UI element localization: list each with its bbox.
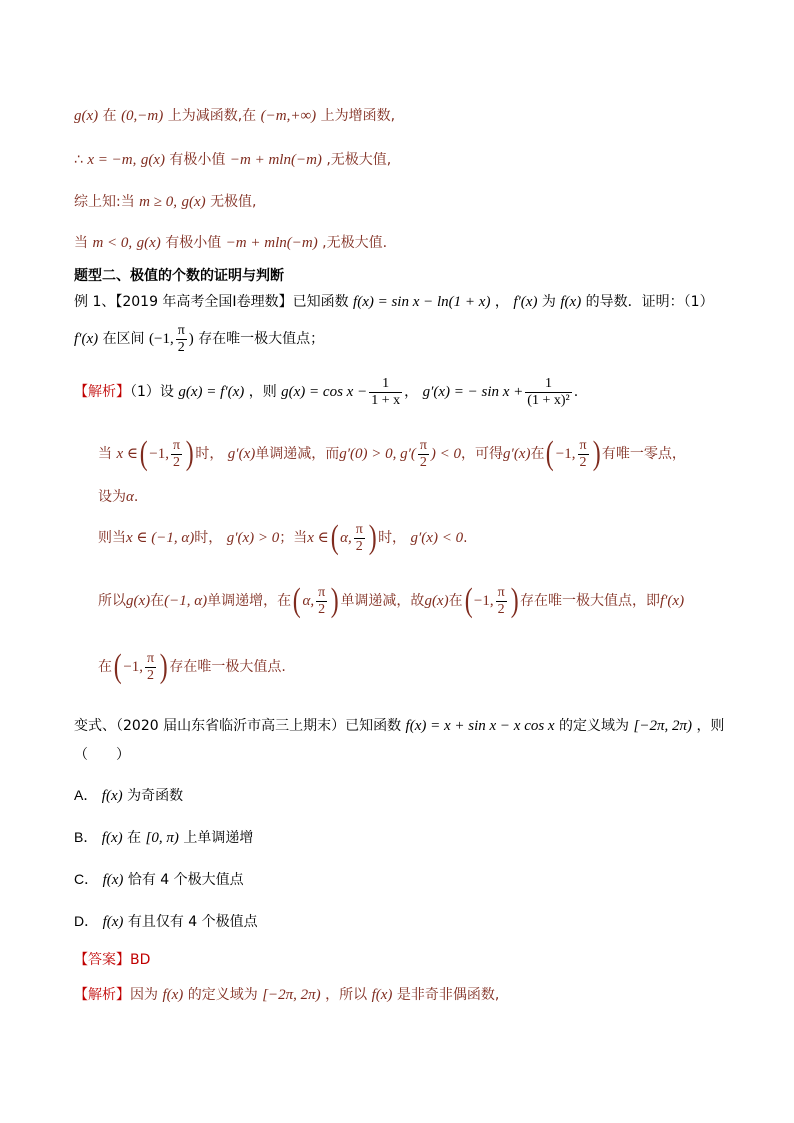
text: 单调递减，而 — [255, 446, 340, 462]
text: 恰有 4 个极大值点 — [127, 872, 244, 888]
math-expression: g′(x) — [227, 446, 256, 462]
text: 存在唯一极大值点； — [198, 331, 325, 347]
text: 有极小值 — [169, 152, 226, 168]
math-expression: g(x) — [136, 235, 161, 251]
text: 有且仅有 4 个极值点 — [127, 914, 258, 930]
math-expression: −1, — [149, 446, 170, 462]
text: . — [573, 384, 579, 400]
text-line — [74, 106, 395, 126]
math-expression: [0, π) — [145, 830, 179, 846]
text: 上为增函数, — [320, 108, 396, 124]
solution-tag: 【解析】 — [74, 384, 130, 400]
fraction: $\frac{1}{\text{(1 + x)²}}$ — [527, 375, 570, 408]
math-expression: g(x) — [424, 593, 449, 609]
math-expression: m ≥ 0, — [139, 194, 177, 210]
text: ，则 — [696, 718, 725, 734]
text: 在 — [530, 446, 545, 462]
text: 有极小值 — [165, 235, 222, 251]
option-label: D． — [74, 913, 99, 929]
option-d — [74, 911, 258, 932]
text-line: 当 x ∈( −1, $\frac{\pi}{2}$ ) 时， g′(x)单调递减，而g′(0) > 0, g′( $\frac{\pi}{2}$ ) < 0，可得g′(x)在( −1, $\frac{\pi}{2}$ ) 有唯一零点， — [98, 435, 686, 472]
math-expression: f(x) — [101, 788, 123, 804]
text: 是非奇非偶函数, — [396, 987, 500, 1003]
text-line: 在( −1, $\frac{\pi}{2}$ ) 存在唯一极大值点. — [98, 648, 286, 685]
math-expression: g′(x) = − sin x + — [422, 384, 524, 400]
math-expression: α, — [340, 530, 352, 546]
text: 则当 — [98, 530, 126, 546]
text: 在区间 — [102, 331, 145, 347]
text-line — [74, 192, 257, 212]
text: 上为减函数,在 — [167, 108, 257, 124]
text-line — [74, 292, 714, 312]
math-expression: x ∈ — [116, 446, 138, 462]
option-label: C． — [74, 871, 99, 887]
math-expression: g(x) — [140, 152, 165, 168]
math-expression: α — [126, 489, 134, 505]
text: 例 1、【2019 年高考全国Ⅰ卷理数】已知函数 — [74, 294, 349, 310]
math-expression: f(x) = sin x − ln(1 + x) — [353, 294, 491, 310]
math-expression: f′(x) — [74, 331, 99, 347]
fraction: $\frac{\pi}{2}$ — [419, 437, 427, 470]
option-label: A． — [74, 787, 98, 803]
math-expression: g′(x) < 0 — [410, 530, 464, 546]
section-heading: 题型二、极值的个数的证明与判断 — [74, 268, 284, 284]
math-expression: f(x) — [560, 294, 582, 310]
math-expression: f(x) — [101, 830, 123, 846]
therefore-symbol: ∴ — [74, 152, 83, 168]
math-expression: (−m,+∞) — [260, 108, 317, 124]
option-label: B． — [74, 829, 98, 845]
math-expression: x ∈ — [307, 530, 329, 546]
text: 的导数．证明：（1） — [585, 294, 714, 310]
text: 无极值, — [210, 194, 257, 210]
option-a — [74, 785, 183, 806]
text: 时， — [194, 530, 223, 546]
text: 综上知:当 — [74, 194, 135, 210]
fraction: $\frac{1}{1 + x}$ — [371, 375, 401, 408]
text: 的定义域为 — [559, 718, 630, 734]
fraction: $\frac{\pi}{2}$ — [579, 437, 587, 470]
text: （1）设 — [130, 384, 174, 400]
text: 当 — [98, 446, 112, 462]
text: ；当 — [279, 530, 308, 546]
fraction: $\frac{\pi}{2}$ — [147, 650, 155, 683]
math-expression: f(x) = x + sin x − x cos x — [405, 718, 555, 734]
math-expression: x ∈ (−1, α) — [126, 530, 195, 546]
text-line — [74, 374, 578, 410]
math-expression: g(x) — [126, 593, 151, 609]
text-line — [74, 150, 391, 170]
math-expression: −1, — [473, 593, 494, 609]
math-expression: g′(x) — [503, 446, 531, 462]
fraction: $\frac{\pi}{2}$ — [177, 322, 185, 355]
math-expression: α, — [302, 593, 315, 609]
text: 单调递减，故 — [340, 593, 425, 609]
text: . — [463, 530, 468, 546]
solution-tag: 【解析】 — [74, 987, 130, 1003]
math-expression: f′(x) — [659, 593, 685, 609]
fraction: $\frac{\pi}{2}$ — [355, 521, 363, 554]
text: 在 — [102, 108, 117, 124]
text: 时， — [195, 446, 224, 462]
text-line — [74, 985, 499, 1005]
text: ,无极大值, — [326, 152, 392, 168]
text: 有唯一零点， — [601, 446, 686, 462]
math-expression: ) — [188, 331, 194, 347]
math-expression: m < 0, — [92, 235, 133, 251]
text: ，则 — [248, 384, 277, 400]
math-expression: (−1, — [149, 331, 174, 347]
text: ， — [404, 384, 419, 400]
math-expression: f(x) — [371, 987, 393, 1003]
text: 所以 — [98, 593, 126, 609]
text: ， — [494, 294, 509, 310]
answer-tag: 【答案】 — [74, 952, 130, 968]
math-expression: ) < 0 — [430, 446, 462, 462]
fraction: $\frac{\pi}{2}$ — [497, 584, 505, 617]
text: 上单调递增 — [183, 830, 254, 846]
math-expression: f(x) — [102, 872, 124, 888]
text-line: 所以g(x)在(−1, α)单调递增，在( α, $\frac{\pi}{2}$ ) 单调递减，故g(x)在( −1, $\frac{\pi}{2}$ ) 存在唯一极大值点，即f′(x) — [98, 582, 685, 619]
text-line — [74, 233, 387, 253]
math-expression: g(x) = f′(x) — [178, 384, 245, 400]
math-expression: g′(0) > 0, g′( — [339, 446, 416, 462]
math-expression: f(x) — [102, 914, 124, 930]
answer-blank: （ ） — [74, 747, 130, 763]
text: 在 — [448, 593, 463, 609]
math-expression: g(x) = cos x − — [281, 384, 368, 400]
text: 设为 — [98, 489, 126, 505]
math-expression: −1, — [123, 659, 144, 675]
text: ，可得 — [461, 446, 504, 462]
text: . — [133, 489, 139, 505]
text-line — [74, 716, 724, 736]
text: 变式、（2020 届山东省临沂市高三上期末）已知函数 — [74, 718, 402, 734]
option-c — [74, 869, 244, 890]
option-b — [74, 827, 253, 848]
text: 在 — [127, 830, 142, 846]
text: 的定义域为 — [187, 987, 258, 1003]
math-expression: g(x) — [74, 108, 99, 124]
text: 时， — [378, 530, 407, 546]
fraction: $\frac{\pi}{2}$ — [318, 584, 326, 617]
fraction: $\frac{\pi}{2}$ — [172, 437, 181, 470]
text: 为 — [541, 294, 556, 310]
math-expression: f(x) — [162, 987, 184, 1003]
math-expression: f′(x) — [513, 294, 538, 310]
text: 为奇函数 — [127, 788, 184, 804]
math-expression: g(x) — [181, 194, 206, 210]
math-expression: −1, — [555, 446, 576, 462]
math-expression: x = −m, — [87, 152, 137, 168]
text-line — [74, 322, 324, 356]
answer-line — [74, 950, 150, 970]
answer-value: BD — [130, 952, 151, 968]
text: 存在唯一极大值点. — [169, 659, 286, 675]
text: 因为 — [130, 987, 158, 1003]
text: 在 — [98, 659, 112, 675]
math-expression: (−1, α) — [164, 593, 208, 609]
text-line: 则当x ∈ (−1, α)时， g′(x) > 0；当x ∈( α, $\frac{\pi}{2}$ ) 时， g′(x) < 0. — [98, 519, 468, 556]
text: 单调递增，在 — [207, 593, 292, 609]
math-expression: [−2π, 2π) — [633, 718, 692, 734]
text: ,无极大值. — [322, 235, 388, 251]
text: 当 — [74, 235, 88, 251]
text: 在 — [150, 593, 165, 609]
text: ，所以 — [325, 987, 368, 1003]
math-expression: (0,−m) — [121, 108, 164, 124]
math-expression: [−2π, 2π) — [262, 987, 321, 1003]
math-expression: g′(x) > 0 — [226, 530, 280, 546]
text: 存在唯一极大值点，即 — [519, 593, 660, 609]
text-line — [98, 487, 138, 507]
math-expression: −m + mln(−m) — [225, 235, 318, 251]
math-expression: −m + mln(−m) — [229, 152, 322, 168]
